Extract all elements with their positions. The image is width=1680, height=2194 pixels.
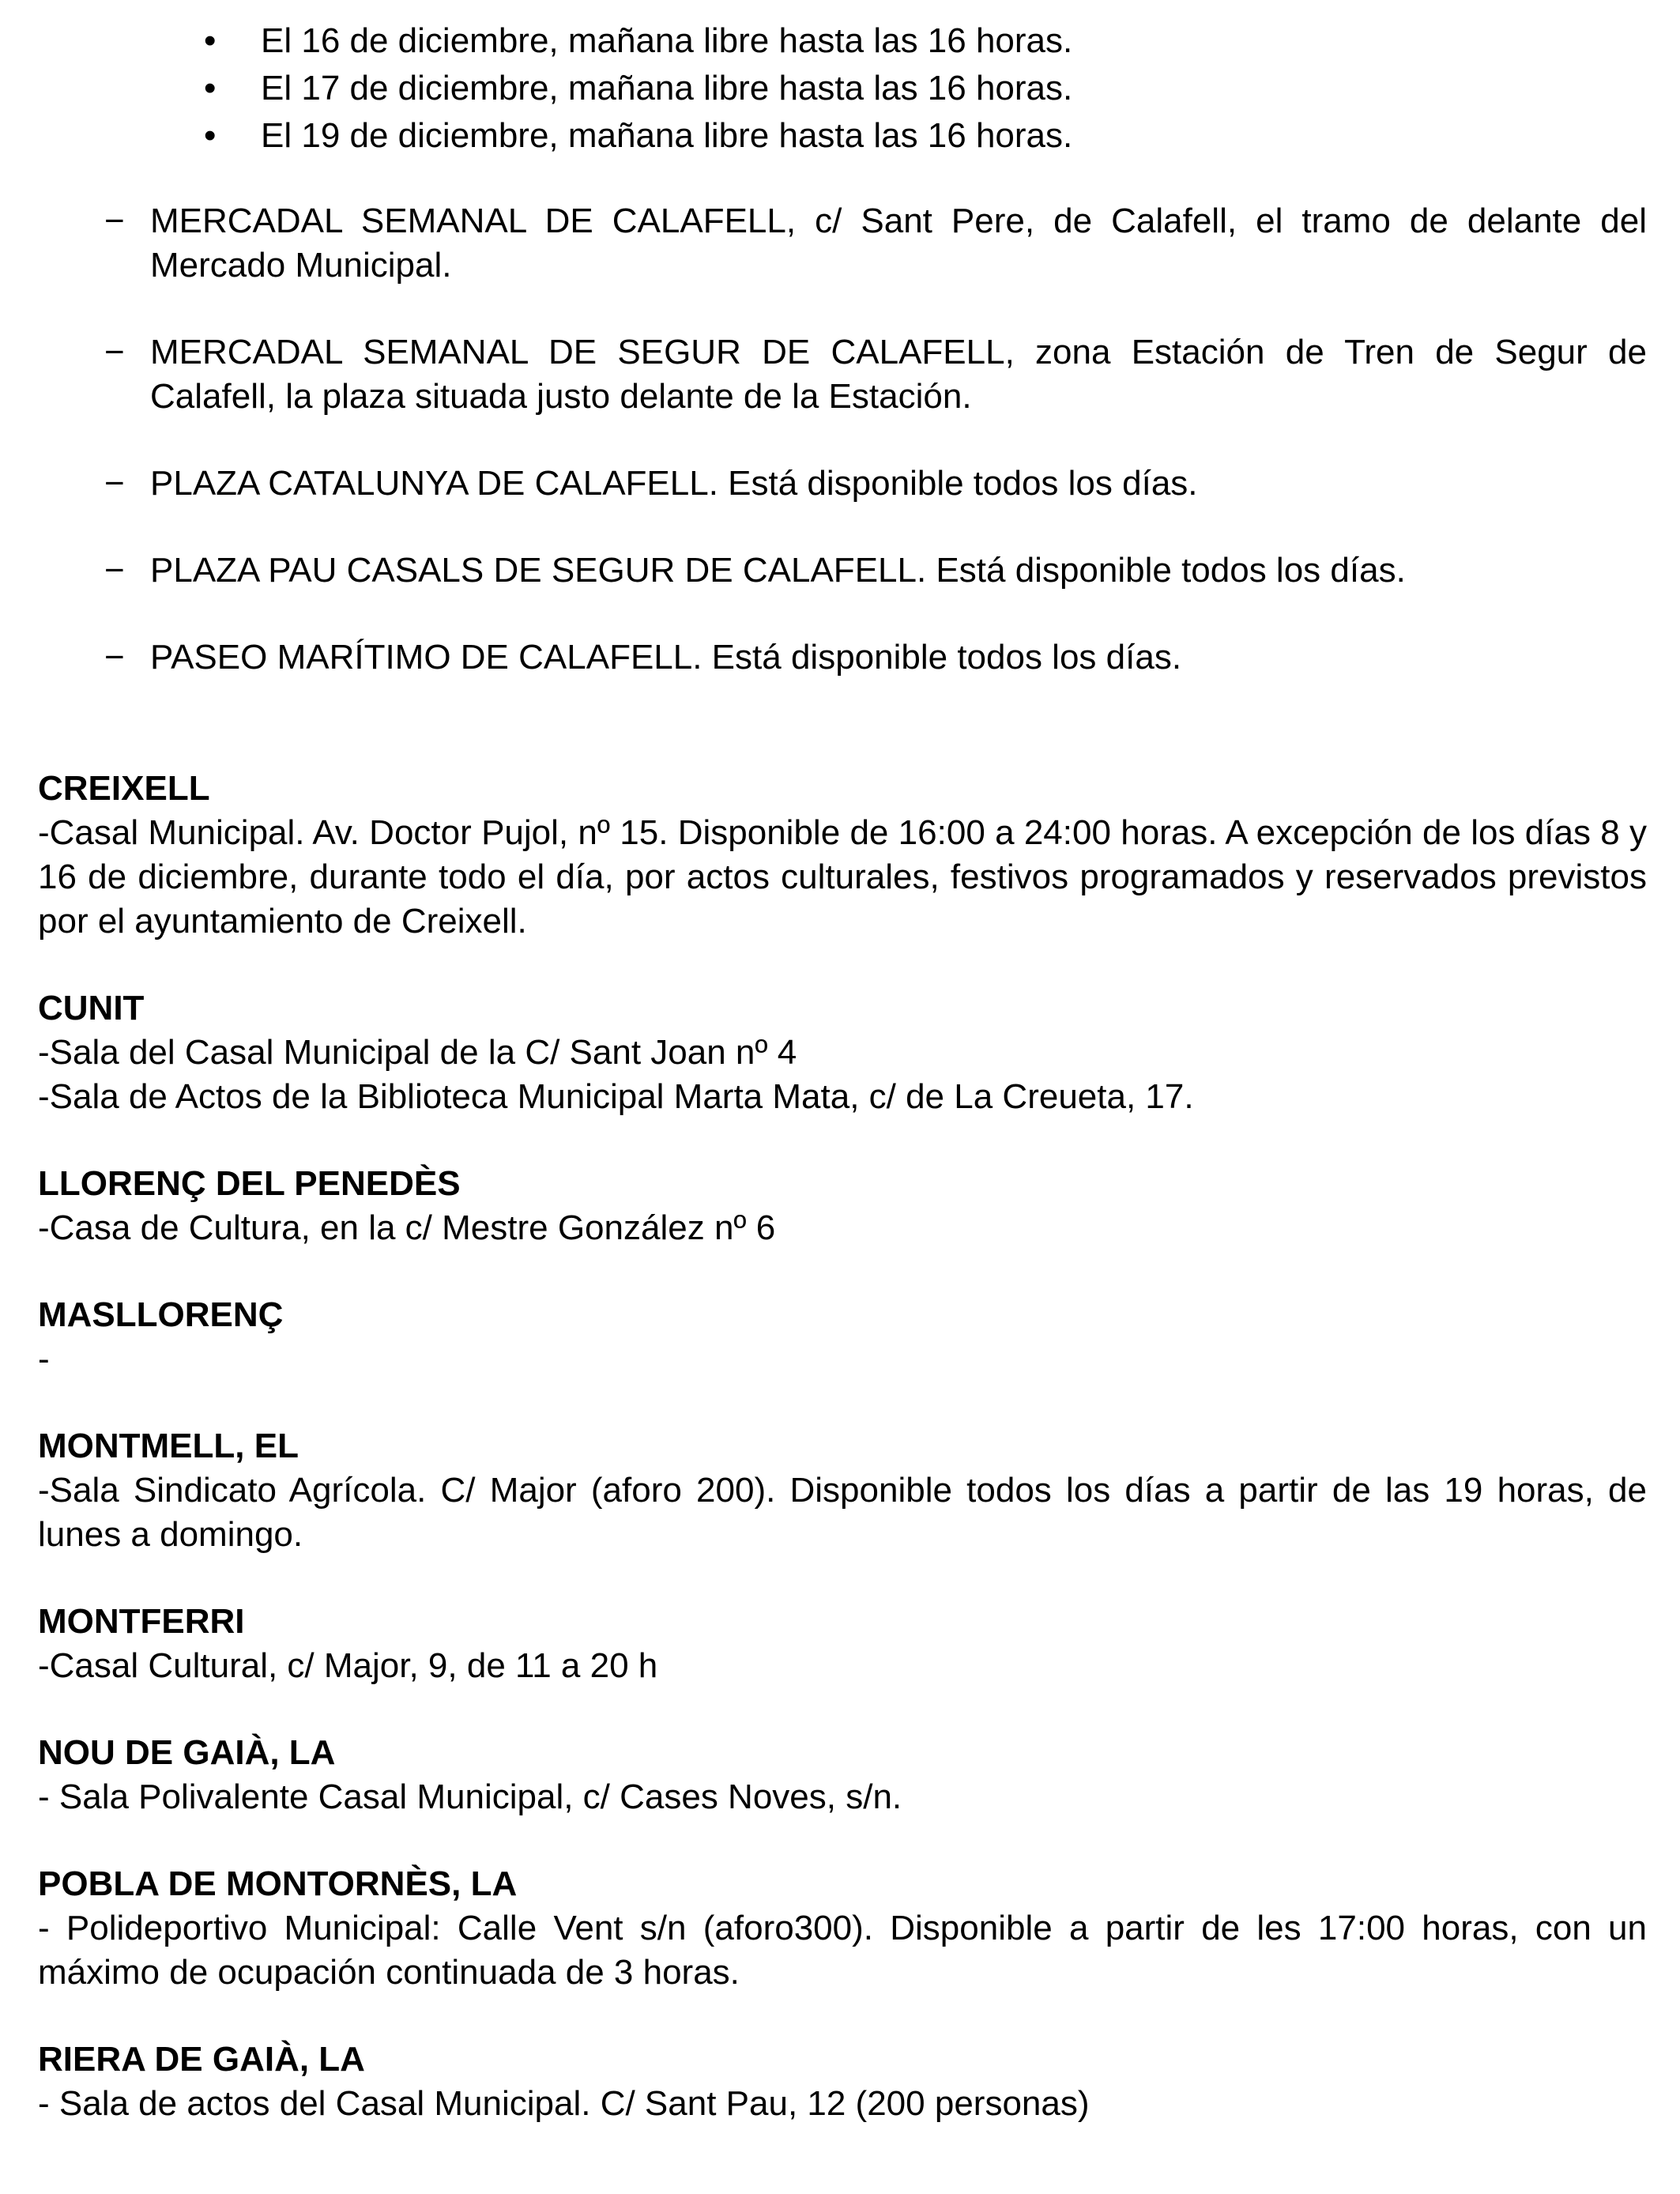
bullet-item <box>38 17 1647 65</box>
section-heading: POBLA DE MONTORNÈS, LA <box>38 1864 518 1903</box>
bullet-dot-icon: • <box>204 69 217 107</box>
section-line: - Sala Polivalente Casal Municipal, c/ Cases Noves, s/n. <box>38 1777 902 1816</box>
dash-item-text: PLAZA PAU CASALS DE SEGUR DE CALAFELL. Está disponible todos los días. <box>150 551 1406 590</box>
section-line: - Polideportivo Municipal: Calle Vent s/n (aforo300). Disponible a partir de les 17:00 horas, con un máximo de ocupación continuada de 3 horas. <box>38 1909 1647 1992</box>
section-line: -Casal Cultural, c/ Major, 9, de 11 a 20 h <box>38 1646 658 1685</box>
section-line: -Casal Municipal. Av. Doctor Pujol, nº 15. Disponible de 16:00 a 24:00 horas. A excepción de los días 8 y 16 de diciembre, durante todo el día, por actos culturales, festivos programados y reservados previstos por el ayuntamiento de Creixell. <box>38 813 1647 941</box>
section-nou-de-gaia <box>38 1731 1647 1819</box>
section-heading: MASLLORENÇ <box>38 1295 284 1334</box>
section-heading: NOU DE GAIÀ, LA <box>38 1733 336 1772</box>
dash-item-text: PASEO MARÍTIMO DE CALAFELL. Está disponible todos los días. <box>150 638 1182 677</box>
section-heading: MONTMELL, EL <box>38 1427 299 1465</box>
dash-marker: − <box>104 202 125 240</box>
dash-marker: − <box>104 333 125 371</box>
bullet-text: El 19 de diciembre, mañana libre hasta las 16 horas. <box>261 116 1073 155</box>
section-line: - Sala de actos del Casal Municipal. C/ Sant Pau, 12 (200 personas) <box>38 2084 1090 2123</box>
section-montferri <box>38 1600 1647 1688</box>
section-heading: RIERA DE GAIÀ, LA <box>38 2040 365 2079</box>
bullet-dot-icon: • <box>204 116 217 155</box>
dash-item <box>38 635 1647 680</box>
bullet-item <box>38 112 1647 160</box>
dash-marker: − <box>104 464 125 503</box>
dash-item <box>38 199 1647 288</box>
section-pobla-de-montornes <box>38 1862 1647 1995</box>
section-heading: LLORENÇ DEL PENEDÈS <box>38 1164 461 1203</box>
dash-marker: − <box>104 551 125 590</box>
section-line: -Sala de Actos de la Biblioteca Municipal Marta Mata, c/ de La Creueta, 17. <box>38 1077 1194 1116</box>
bullet-text: El 17 de diciembre, mañana libre hasta las 16 horas. <box>261 69 1073 107</box>
dash-item <box>38 462 1647 506</box>
document-page <box>38 17 1647 2169</box>
bullet-item <box>38 65 1647 112</box>
section-heading: CREIXELL <box>38 769 210 808</box>
section-llorenc-del-penedes <box>38 1162 1647 1250</box>
section-montmell <box>38 1424 1647 1557</box>
section-line: -Sala Sindicato Agrícola. C/ Major (aforo 200). Disponible todos los días a partir de las 19 horas, de lunes a domingo. <box>38 1471 1647 1554</box>
dash-item-text: MERCADAL SEMANAL DE SEGUR DE CALAFELL, zona Estación de Tren de Segur de Calafell, la plaza situada justo delante de la Estación. <box>150 333 1647 416</box>
bullet-list <box>38 17 1647 160</box>
section-masllorenc <box>38 1293 1647 1382</box>
section-line: -Casa de Cultura, en la c/ Mestre González nº 6 <box>38 1208 776 1247</box>
dash-item <box>38 548 1647 593</box>
dash-item-text: MERCADAL SEMANAL DE CALAFELL, c/ Sant Pere, de Calafell, el tramo de delante del Mercado Municipal. <box>150 202 1647 285</box>
bullet-dot-icon: • <box>204 21 217 60</box>
section-cunit <box>38 986 1647 1119</box>
section-line: - <box>38 1340 50 1378</box>
dash-marker: − <box>104 638 125 677</box>
section-heading: CUNIT <box>38 989 145 1027</box>
section-riera-de-gaia <box>38 2038 1647 2126</box>
dash-list <box>38 199 1647 680</box>
section-heading: MONTFERRI <box>38 1602 245 1641</box>
section-creixell <box>38 767 1647 944</box>
dash-item-text: PLAZA CATALUNYA DE CALAFELL. Está disponible todos los días. <box>150 464 1198 503</box>
section-line: -Sala del Casal Municipal de la C/ Sant Joan nº 4 <box>38 1033 797 1072</box>
dash-item <box>38 330 1647 419</box>
bullet-text: El 16 de diciembre, mañana libre hasta las 16 horas. <box>261 21 1073 60</box>
